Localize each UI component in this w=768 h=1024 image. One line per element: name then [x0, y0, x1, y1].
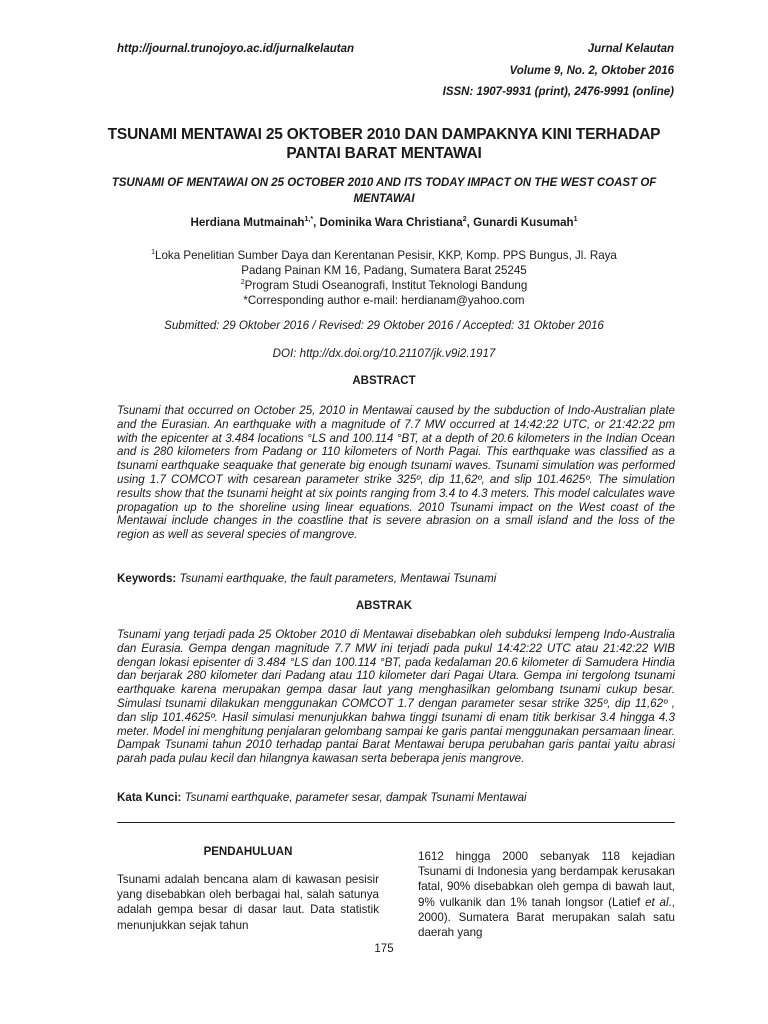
title-line-1: TSUNAMI MENTAWAI 25 OKTOBER 2010 DAN DAMPAKNYA KINI TERHADAP	[107, 126, 661, 143]
english-title-line-2: MENTAWAI	[353, 193, 415, 205]
kata-kunci-label: Kata Kunci:	[117, 791, 182, 804]
affiliation-1-marker: 1	[151, 249, 156, 257]
affiliation-2: $^2$Program Studi Oseanografi, Institut Teknologi Bandung	[240, 279, 528, 292]
author-1: Herdiana Mutmainah	[190, 216, 305, 229]
abstract-heading: ABSTRACT	[352, 375, 416, 387]
kata-kunci-line	[117, 791, 675, 804]
english-title-line-1: TSUNAMI OF MENTAWAI ON 25 OCTOBER 2010 AND ITS TODAY IMPACT ON THE WEST COAST OF	[111, 177, 657, 189]
submission-dates: Submitted: 29 Oktober 2016 / Revised: 29 Oktober 2016 / Accepted: 31 Oktober 2016	[164, 319, 604, 332]
author-2-affiliation: 2	[462, 216, 467, 224]
keywords-line	[117, 572, 675, 585]
affiliation-1-line-2: Padang Painan KM 16, Padang, Sumatera Barat 25245	[241, 264, 527, 277]
kata-kunci-value: Tsunami earthquake, parameter sesar, dampak Tsunami Mentawai	[184, 791, 527, 804]
paper-title	[60, 125, 708, 163]
author-3: Gunardi Kusumah	[473, 216, 574, 229]
journal-issn: ISSN: 1907-9931 (print), 2476-9991 (online)	[442, 86, 674, 98]
journal-url[interactable]: http://journal.trunojoyo.ac.id/jurnalkelautan	[117, 43, 355, 55]
body-right-column: 1612 hingga 2000 sebanyak 118 kejadian Tsunami di Indonesia yang berdampak kerusakan fatal, 90% disebabkan oleh gempa di bawah laut, 9% vulkanik dan 1% tanah longsor (Latief et al., 2000). Sumatera Barat merupakan salah satu daerah yang	[418, 850, 675, 940]
journal-name: Jurnal Kelautan	[587, 43, 674, 55]
corresponding-author: *Corresponding author e-mail: herdianam@yahoo.com	[243, 294, 525, 307]
author-separator: ,	[466, 216, 474, 229]
keywords-label: Keywords:	[117, 572, 177, 585]
page-number: 175	[374, 943, 394, 955]
abstract-text: Tsunami that occurred on October 25, 2010 in Mentawai caused by the subduction of Indo-Australian plate and the Eurasian. An earthquake with a magnitude of 7.7 MW occurred at 14:42:22 UTC, or 21:42:22 pm with the epicenter at 3.484 locations °LS and 100.114 °BT, at a depth of 20.6 kilometers in the Indian Ocean and is 280 kilometers from Padang or 110 kilometers of North Pagai. This earthquake was classified as a tsunami earthquake seaquake that generate big enough tsunami waves. Tsunami simulation was performed using 1.7 COMCOT with cesarean parameter strike 325º, dip 11,62º, and slip 101.4625º. The simulation results show that the tsunami height at six points ranging from 3.4 to 4.3 meters. This model calculates wave propagation up to the shoreline using linear equations. 2010 Tsunami impact on the West coast of the Mentawai include changes in the coastline that is severe abrasion on a small island and the loss of the region as well as several species of mangrove.	[117, 404, 675, 542]
keywords-value: Tsunami earthquake, the fault parameters, Mentawai Tsunami	[179, 572, 497, 585]
author-1-affiliation: 1,*	[304, 216, 314, 224]
title-line-2: PANTAI BARAT MENTAWAI	[286, 145, 482, 162]
journal-volume: Volume 9, No. 2, Oktober 2016	[509, 65, 674, 77]
section-heading-pendahuluan: PENDAHULUAN	[203, 846, 293, 858]
author-3-affiliation: 1	[573, 216, 578, 224]
body-left-column: Tsunami adalah bencana alam di kawasan pesisir yang disebabkan oleh berbagai hal, salah satunya adalah gempa besar di dasar laut. Data statistik menunjukkan sejak tahun	[117, 873, 379, 932]
abstrak-text: Tsunami yang terjadi pada 25 Oktober 2010 di Mentawai disebabkan oleh subduksi lempeng Indo-Australia dan Eurasia. Gempa dengan magnitude 7.7 MW ini terjadi pada pukul 14:42:22 UTC atau 21:42:22 WIB dengan lokasi episenter di 3.484 °LS dan 100.114 °BT, pada kedalaman 20.6 kilometer di Samudera Hindia dan berjarak 280 kilometer dari Padang atau 110 kilometer dari Pagai Utara. Gempa ini tergolong tsunami earthquake karena merupakan gempa dasar laut yang menghasilkan gelombang tsunami cukup besar. Simulasi tsunami dilakukan menggunakan COMCOT 1.7 dengan parameter sesar strike 325º, dip 11,62º , dan slip 101.4625º. Hasil simulasi menunjukkan bahwa tinggi tsunami di enam titik berkisar 3.4 hingga 4.3 meter. Model ini menghitung penjalaran gelombang sampai ke garis pantai menggunakan persamaan linear. Dampak Tsunami tahun 2010 terhadap pantai Barat Mentawai berupa perubahan garis pantai yaitu abrasi parah pada pulau kecil dan hilangnya kawasan serta beberapa jenis mangrove.	[117, 628, 675, 766]
doi-link[interactable]: DOI: http://dx.doi.org/10.21107/jk.v9i2.1917	[272, 347, 496, 360]
author-separator: ,	[313, 216, 320, 229]
author-list	[60, 216, 708, 229]
paper-title-english	[100, 175, 668, 207]
affiliation-1-line-1: $^1$Loka Penelitian Sumber Daya dan Kerentanan Pesisir, KKP, Komp. PPS Bungus, Jl. Raya	[151, 249, 617, 262]
abstrak-heading: ABSTRAK	[355, 600, 413, 612]
section-divider	[117, 822, 675, 823]
affiliation-2-marker: 2	[240, 279, 245, 287]
author-2: Dominika Wara Christiana	[319, 216, 463, 229]
affiliations	[100, 248, 668, 308]
citation-etal: et al	[645, 895, 669, 909]
